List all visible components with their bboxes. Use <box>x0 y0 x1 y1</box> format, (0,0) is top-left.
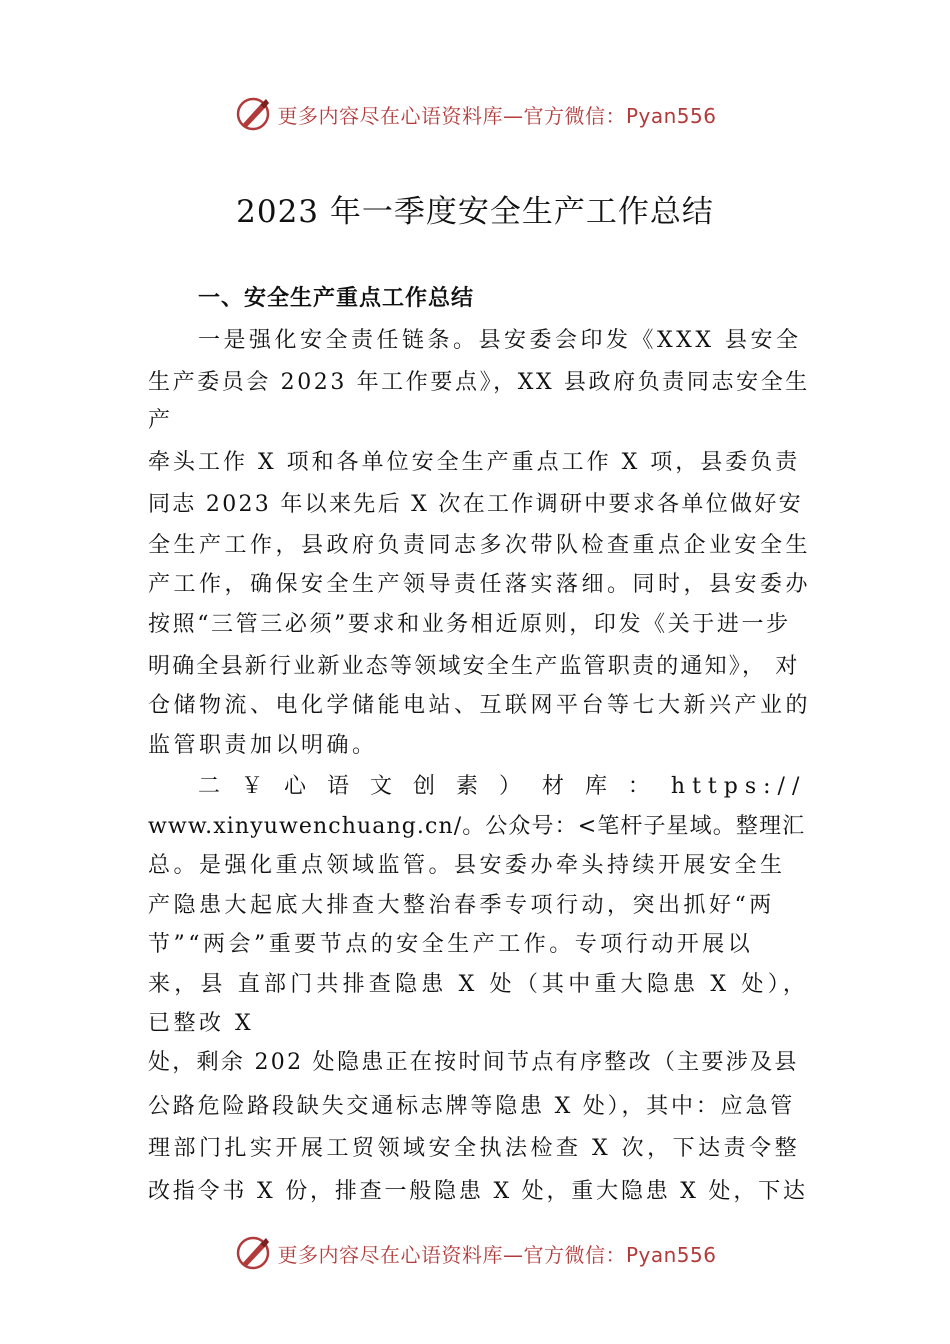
paragraph-line: 牵头工作 X 项和各单位安全生产重点工作 X 项，县委负责 <box>148 450 801 475</box>
paragraph-line: 生产委员会 2023 年工作要点》，XX 县政府负责同志安全生 <box>148 370 810 395</box>
paragraph-line: 改指令书 X 份，排查一般隐患 X 处，重大隐患 X 处，下达 <box>148 1179 808 1204</box>
watermark-banner-bottom <box>0 1233 950 1273</box>
paragraph-line: 产隐患大起底大排查大整治春季专项行动，突出抓好“两 <box>148 893 775 918</box>
watermark-text: 更多内容尽在心语资料库—官方微信：Pyan556 <box>277 103 717 128</box>
paragraph-line: 产工作，确保安全生产领导责任落实落细。同时，县安委办 <box>148 572 812 597</box>
document-title: 2023 年一季度安全生产工作总结 <box>236 194 714 230</box>
paragraph-line: 处，剩余 202 处隐患正在按时间节点有序整改（主要涉及县 <box>148 1050 799 1075</box>
paragraph-line: 已整改 X <box>148 1011 255 1036</box>
paragraph-line: 理部门扎实开展工贸领域安全执法检查 X 次，下达责令整 <box>148 1136 801 1161</box>
paragraph-line: 仓储物流、电化学储能电站、互联网平台等七大新兴产业的 <box>148 693 812 718</box>
paragraph-line: 公路危险路段缺失交通标志牌等隐患 X 处），其中：应急管 <box>148 1094 796 1119</box>
section-heading: 一、安全生产重点工作总结 <box>198 286 475 311</box>
paragraph-line: 按照“三管三必须”要求和业务相近原则，印发《关于进一步 <box>148 612 791 637</box>
paragraph-line: 产 <box>148 408 174 433</box>
pen-logo-icon <box>233 1233 273 1273</box>
watermark-banner-top <box>0 94 950 134</box>
paragraph-line: 总。是强化重点领域监管。县安委办牵头持续开展安全生 <box>148 853 786 878</box>
paragraph-line: 节”“两会”重要节点的安全生产工作。专项行动开展以 <box>148 932 754 957</box>
pen-logo-icon <box>233 94 273 134</box>
paragraph-line: 一是强化安全责任链条。县安委会印发《XXX 县安全 <box>198 328 802 353</box>
paragraph-line: 明确全县新行业新业态等领域安全生产监管职责的通知》， 对 <box>148 654 800 679</box>
paragraph-line: 二 ￥ 心 语 文 创 素 ） 材 库 ： https:// <box>198 774 807 799</box>
paragraph-line: 监管职责加以明确。 <box>148 733 378 758</box>
paragraph-line: 全生产工作，县政府负责同志多次带队检查重点企业安全生 <box>148 533 812 558</box>
paragraph-line: 同志 2023 年以来先后 X 次在工作调研中要求各单位做好安 <box>148 492 803 517</box>
watermark-text: 更多内容尽在心语资料库—官方微信：Pyan556 <box>277 1242 717 1267</box>
paragraph-line: www.xinyuwenchuang.cn/。公众号：<笔杆子星域。整理汇 <box>148 814 806 839</box>
paragraph-line: 来，县 直部门共排查隐患 X 处（其中重大隐患 X 处）， <box>148 972 810 997</box>
